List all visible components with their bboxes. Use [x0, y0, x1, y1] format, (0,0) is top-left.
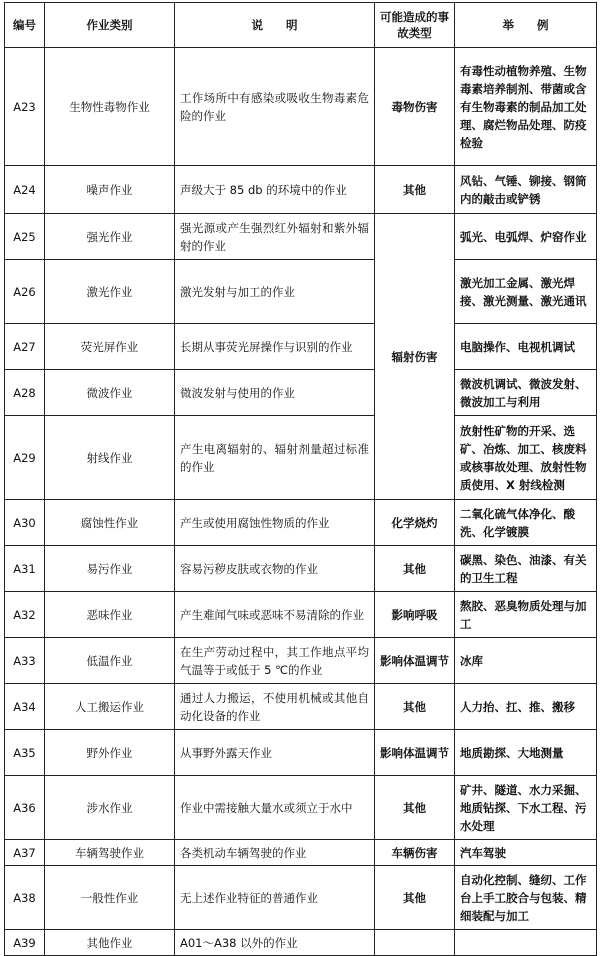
row-id: A31 [5, 546, 45, 592]
row-description: 容易污秽皮肤或衣物的作业 [175, 546, 375, 592]
table-row [5, 684, 597, 730]
table-row [5, 776, 597, 840]
row-accident-type: 辐射伤害 [375, 214, 455, 500]
row-description: 从事野外露天作业 [175, 730, 375, 776]
row-category: 微波作业 [45, 370, 175, 416]
row-id: A37 [5, 840, 45, 866]
header-id: 编号 [5, 3, 45, 48]
row-description: A01～A38 以外的作业 [175, 930, 375, 956]
row-description: 作业中需接触大量水或须立于水中 [175, 776, 375, 840]
row-id: A32 [5, 592, 45, 638]
row-example: 自动化控制、缝纫、工作台上手工胶合与包装、精细装配与加工 [455, 866, 597, 930]
row-id: A39 [5, 930, 45, 956]
row-example: 熬胶、恶臭物质处理与加工 [455, 592, 597, 638]
table-row [5, 324, 597, 370]
table-row [5, 416, 597, 500]
row-category: 野外作业 [45, 730, 175, 776]
row-id: A38 [5, 866, 45, 930]
row-description: 通过人力搬运，不使用机械或其他自动化设备的作业 [175, 684, 375, 730]
row-accident-type: 其他 [375, 684, 455, 730]
header-row [5, 3, 597, 48]
row-description: 声级大于 85 db 的环境中的作业 [175, 166, 375, 214]
row-example: 放射性矿物的开采、选矿、冶炼、加工、核废料或核事故处理、放射性物质使用、X 射线检测 [455, 416, 597, 500]
row-description: 强光源或产生强烈红外辐射和紫外辐射的作业 [175, 214, 375, 260]
row-id: A30 [5, 500, 45, 546]
row-category: 腐蚀性作业 [45, 500, 175, 546]
row-description: 激光发射与加工的作业 [175, 260, 375, 324]
row-id: A34 [5, 684, 45, 730]
row-category: 低温作业 [45, 638, 175, 684]
row-description: 微波发射与使用的作业 [175, 370, 375, 416]
row-category: 其他作业 [45, 930, 175, 956]
header-accident-type: 可能造成的事故类型 [375, 3, 455, 48]
table-row [5, 546, 597, 592]
row-category: 噪声作业 [45, 166, 175, 214]
header-category: 作业类别 [45, 3, 175, 48]
row-example: 地质勘探、大地测量 [455, 730, 597, 776]
row-description: 产生电离辐射的、辐射剂量超过标准的作业 [175, 416, 375, 500]
row-example: 风钻、气锤、铆接、钢筒内的敲击或铲锈 [455, 166, 597, 214]
row-accident-type [375, 930, 455, 956]
row-example: 二氧化硫气体净化、酸洗、化学镀膜 [455, 500, 597, 546]
row-accident-type: 其他 [375, 166, 455, 214]
row-example: 冰库 [455, 638, 597, 684]
row-id: A27 [5, 324, 45, 370]
row-accident-type: 化学烧灼 [375, 500, 455, 546]
row-description: 无上述作业特征的普通作业 [175, 866, 375, 930]
row-id: A29 [5, 416, 45, 500]
row-example: 激光加工金属、激光焊接、激光测量、激光通讯 [455, 260, 597, 324]
row-example: 电脑操作、电视机调试 [455, 324, 597, 370]
row-accident-type: 其他 [375, 776, 455, 840]
table-row [5, 866, 597, 930]
table-row [5, 730, 597, 776]
row-id: A35 [5, 730, 45, 776]
table-row [5, 370, 597, 416]
row-category: 强光作业 [45, 214, 175, 260]
row-id: A36 [5, 776, 45, 840]
row-category: 激光作业 [45, 260, 175, 324]
table-row [5, 930, 597, 956]
row-accident-type: 车辆伤害 [375, 840, 455, 866]
header-description: 说 明 [175, 3, 375, 48]
row-example: 有毒性动植物养殖、生物毒素培养制剂、带菌或含有生物毒素的制品加工处理、腐烂物品处理、防疫检验 [455, 48, 597, 166]
row-accident-type: 其他 [375, 546, 455, 592]
row-description: 在生产劳动过程中，其工作地点平均气温等于或低于 5 ℃的作业 [175, 638, 375, 684]
row-example: 矿井、隧道、水力采掘、地质钻探、下水工程、污水处理 [455, 776, 597, 840]
row-category: 涉水作业 [45, 776, 175, 840]
row-accident-type: 影响呼吸 [375, 592, 455, 638]
table-row [5, 592, 597, 638]
table-row [5, 500, 597, 546]
row-category: 荧光屏作业 [45, 324, 175, 370]
row-example: 汽车驾驶 [455, 840, 597, 866]
row-category: 一般性作业 [45, 866, 175, 930]
row-description: 工作场所中有感染或吸收生物毒素危险的作业 [175, 48, 375, 166]
row-category: 人工搬运作业 [45, 684, 175, 730]
row-accident-type: 毒物伤害 [375, 48, 455, 166]
table-row [5, 48, 597, 166]
row-id: A24 [5, 166, 45, 214]
row-example [455, 930, 597, 956]
row-id: A28 [5, 370, 45, 416]
row-category: 车辆驾驶作业 [45, 840, 175, 866]
row-example: 碳黑、染色、油漆、有关的卫生工程 [455, 546, 597, 592]
table-row [5, 214, 597, 260]
row-id: A25 [5, 214, 45, 260]
work-category-table [4, 2, 597, 956]
row-accident-type: 影响体温调节 [375, 638, 455, 684]
row-category: 易污作业 [45, 546, 175, 592]
row-description: 各类机动车辆驾驶的作业 [175, 840, 375, 866]
row-accident-type: 影响体温调节 [375, 730, 455, 776]
row-id: A26 [5, 260, 45, 324]
header-example: 举 例 [455, 3, 597, 48]
row-category: 恶味作业 [45, 592, 175, 638]
row-description: 产生难闻气味或恶味不易清除的作业 [175, 592, 375, 638]
row-category: 射线作业 [45, 416, 175, 500]
table-row [5, 638, 597, 684]
row-example: 微波机调试、微波发射、微波加工与利用 [455, 370, 597, 416]
row-example: 人力抬、扛、推、搬移 [455, 684, 597, 730]
row-description: 产生或使用腐蚀性物质的作业 [175, 500, 375, 546]
table-row [5, 166, 597, 214]
table-row [5, 840, 597, 866]
row-id: A23 [5, 48, 45, 166]
row-description: 长期从事荧光屏操作与识别的作业 [175, 324, 375, 370]
row-accident-type: 其他 [375, 866, 455, 930]
row-example: 弧光、电弧焊、炉窑作业 [455, 214, 597, 260]
row-category: 生物性毒物作业 [45, 48, 175, 166]
row-id: A33 [5, 638, 45, 684]
table-row [5, 260, 597, 324]
